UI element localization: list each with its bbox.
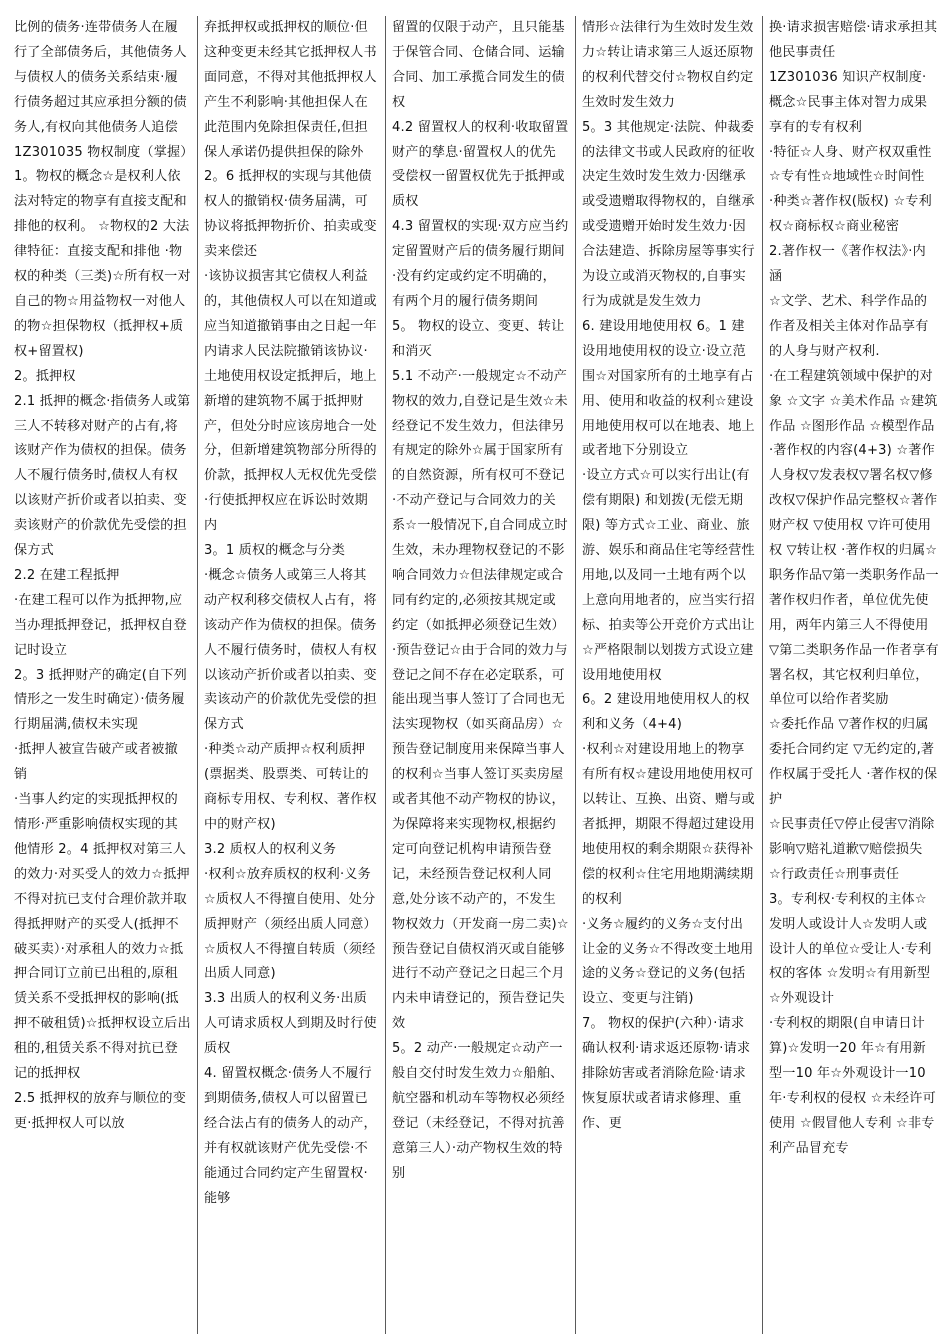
paragraph: 换·请求损害赔偿·请求承担其他民事责任 (769, 20, 938, 60)
paragraph: ·当事人约定的实现抵押权的情形·严重影响债权实现的其他情形 2。4 抵押权对第三人的效力·对买受人的效力☆抵押不得对抗已支付合理价款并取得抵押财产的买受人(抵押不破买卖）·对承租人的效力☆抵押合同订立前已出租的,原租赁关系不受抵押权的影响(抵押不破租赁)☆抵押权设立后出租的,租赁关系不得对抗已登记的抵押权 (14, 792, 191, 1082)
paragraph: ·在建工程可以作为抵押物,应当办理抵押登记，抵押权自登记时设立 (14, 592, 187, 658)
paragraph: ·在工程建筑领域中保护的对象 ☆文字 ☆美术作品 ☆建筑作品 ☆图形作品 ☆模型作品 (769, 368, 938, 434)
paragraph: ·种类☆动产质押☆权利质押(票据类、股票类、可转让的商标专用权、专利权、著作权中的财产权) (204, 742, 377, 832)
paragraph: 2.5 抵押权的放弃与顺位的变更·抵押权人可以放 (14, 1090, 187, 1131)
paragraph: 2。3 抵押财产的确定(自下列情形之一发生时确定）·债务履行期届满,债权未实现 (14, 667, 187, 733)
paragraph: 3。专利权·专利权的主体☆发明人或设计人☆发明人或设计人的单位☆受让人·专利权的客体 ☆发明☆有用新型 ☆外观设计 (769, 891, 932, 1007)
paragraph: ·抵押人被宣告破产或者被撤销 (14, 742, 178, 783)
paragraph: 7。 物权的保护(六种）·请求确认权利·请求返还原物·请求排除妨害或者消除危险·请求恢复原状或者请求修理、重作、更 (582, 1016, 751, 1131)
paragraph: ·著作权的内容(4+3) ☆著作人身权▽发表权▽署名权▽修改权▽保护作品完整权☆著作财产权 ▽使用权 ▽许可使用权 ▽转让权 ·著作权的归属☆职务作品▽第一类职务作品一著作权归作者，单位优先使用，两年内第三人不得使用 ▽第二类职务作品一作者享有署名权，其它权利归单位，单位可以给作者奖励 (769, 443, 939, 708)
paragraph: ·概念☆债务人或第三人将其动产权利移交债权人占有，将该动产作为债权的担保。债务人不履行债务时，债权人有权以该动产折价或者以拍卖、变卖该动产的价款优先受偿的担保方式 (204, 567, 377, 733)
paragraph: ☆委托作品 ▽著作权的归属委托合同约定 ▽无约定的,著作权属于受托人 ·著作权的保护 (769, 717, 938, 808)
paragraph: 1Z301036 知识产权制度·概念☆民事主体对智力成果享有的专有权利 (769, 69, 928, 135)
paragraph: ·不动产登记与合同效力的关系☆一般情况下,自合同成立时生效，未办理物权登记的不影响合同效力☆但法律规定或合同有约定的,必须按其规定或约定（如抵押必须登记生效） (392, 493, 568, 633)
paragraph: 5.1 不动产·一般规定☆不动产物权的效力,自登记是生效☆未经登记不发生效力，但法律另有规定的除外☆属于国家所有的自然资源，所有权可不登记 (392, 368, 568, 484)
paragraph: ☆行政责任☆刑事责任 (769, 866, 900, 882)
paragraph: 2.2 在建工程抵押 (14, 567, 120, 583)
paragraph: 1Z301035 物权制度（掌握） (14, 144, 194, 160)
paragraph: 5。2 动产·一般规定☆动产一般自交付时发生效力☆船舶、航空器和机动车等物权必须经登记（未经登记，不得对抗善意第三人）·动产物权生效的特别 (392, 1041, 565, 1181)
paragraph: 留置的仅限于动产，且只能基于保管合同、仓储合同、运输合同、加工承揽合同发生的债权 (392, 20, 565, 110)
paragraph: ·义务☆履约的义务☆支付出让金的义务☆不得改变土地用途的义务☆登记的义务(包括设立、变更与注销) (582, 916, 754, 1007)
paragraph: ·种类☆著作权(版权) ☆专利权☆商标权☆商业秘密 (769, 194, 932, 235)
paragraph: 4. 留置权概念·债务人不履行到期债务,债权人可以留置已经合法占有的债务人的动产，并有权就该财产优先受偿·不能通过合同约定产生留置权·能够 (204, 1066, 377, 1206)
paragraph: ·预告登记☆由于合同的效力与登记之间不存在必定联系，可能出现当事人签订了合同也无法实现物权（如买商品房）☆预告登记制度用来保障当事人的权利☆当事人签订买卖房屋或者其他不动产物权的协议，为保障将来实现物权,根据约定可向登记机构申请预告登记，未经预告登记权利人同意,处分该不动产的，不发生物权效力（开发商一房二卖)☆预告登记自债权消灭或自能够进行不动产登记之日起三个月内未申请登记的，预告登记失效 (392, 642, 569, 1032)
text-column-5 (763, 16, 945, 1334)
paragraph: 2.1 抵押的概念·指债务人或第三人不转移对财产的占有,将该财产作为债权的担保。债务人不履行债务时,债权人有权以该财产折价或者以拍卖、变卖该财产的价款优先受偿的担保方式 (14, 393, 191, 559)
paragraph: ☆文学、艺术、科学作品的作者及相关主体对作品享有的人身与财产权利. (769, 293, 929, 359)
paragraph: ·权利☆对建设用地上的物享有所有权☆建设用地使用权可以转让、互换、出资、赠与或者抵押，期限不得超过建设用地使用权的剩余期限☆获得补偿的权利☆住宅用地期满续期的权利 (582, 742, 755, 907)
paragraph: ☆民事责任▽停止侵害▽消除影响▽赔礼道歉▽赔偿损失 (769, 817, 935, 857)
paragraph: 4.2 留置权人的权利·收取留置财产的孳息·留置权人的优先受偿权一留置权优先于抵押或质权 (392, 119, 569, 210)
paragraph: 情形☆法律行为生效时发生效力☆转让请求第三人返还原物的权利代替交付☆物权自约定生效时发生效力 (582, 20, 754, 110)
paragraph: 3.2 质权人的权利义务 (204, 841, 337, 857)
paragraph: 5。3 其他规定·法院、仲裁委的法律文书或人民政府的征收决定生效时发生效力·因继承或受遗赠取得物权的，自继承或受遗赠开始时发生效力·因合法建造、拆除房屋等事实行为设立或消灭物权的,自事实行为成就是发生效力 (582, 119, 755, 309)
paragraph: 2。抵押权 (14, 368, 76, 384)
paragraph: ·特征☆人身、财产权双重性☆专有性☆地域性☆时间性 (769, 144, 932, 185)
paragraph: 6. 建设用地使用权 6。1 建设用地使用权的设立·设立范围☆对国家所有的土地享有占用、使用和收益的权利☆建设用地使用权可以在地表、地上或者地下分别设立 (582, 318, 755, 459)
paragraph: ·专利权的期限(自申请日计算)☆发明一20 年☆有用新型一10 年☆外观设计一10 年·专利权的侵权 ☆未经许可使用 ☆假冒他人专利 ☆非专利产品冒充专 (769, 1016, 936, 1156)
text-column-1 (8, 16, 198, 1334)
paragraph: ·该协议损害其它债权人利益的，其他债权人可以在知道或应当知道撤销事由之日起一年内请求人民法院撤销该协议·土地使用权设定抵押后，地上新增的建筑物不属于抵押财产，但处分时应该房地合一处分，但新增建筑物部分所得的价款，抵押权人无权优先受偿·行使抵押权应在诉讼时效期内 (204, 269, 377, 534)
paragraph: ·权利☆放弃质权的权利·义务☆质权人不得擅自使用、处分质押财产（须经出质人同意）☆质权人不得擅自转质（须经出质人同意) (204, 866, 377, 982)
paragraph: 2.著作权一《著作权法》·内涵 (769, 244, 926, 285)
paragraph: 4.3 留置权的实现·双方应当约定留置财产后的债务履行期间·没有约定或约定不明确的，有两个月的履行债务期间 (392, 219, 569, 309)
paragraph: 弃抵押权或抵押权的顺位·但这种变更未经其它抵押权人书面同意，不得对其他抵押权人产生不利影响·其他担保人在此范围内免除担保责任,但担保人承诺仍提供担保的除外 (204, 20, 377, 160)
paragraph: 6。2 建设用地使用权人的权利和义务（4+4) (582, 692, 750, 733)
paragraph: ·设立方式☆可以实行出让(有偿有期限) 和划拨(无偿无期限) 等方式☆工业、商业、旅游、娱乐和商品住宅等经营性用地,以及同一土地有两个以上意向用地者的，应当实行招标、拍卖等公开竞价方式出让☆严格限制以划拨方式设立建设用地使用权 (582, 468, 755, 683)
paragraph: 1。物权的概念☆是权利人依法对特定的物享有直接支配和排他的权利。 ☆物权的2 大法律特征：直接支配和排他 ·物权的种类（三类)☆所有权一对自己的物☆用益物权一对他人的物☆担保物权（抵押权+质权+留置权) (14, 169, 191, 359)
text-column-2 (198, 16, 386, 1334)
text-column-4 (576, 16, 763, 1334)
paragraph: 5。 物权的设立、变更、转让和消灭 (392, 318, 565, 359)
paragraph: 3。1 质权的概念与分类 (204, 543, 346, 559)
paragraph: 3.3 出质人的权利义务·出质人可请求质权人到期及时行使质权 (204, 991, 377, 1057)
paragraph: 2。6 抵押权的实现与其他债权人的撤销权·债务届满，可协议将抵押物折价、拍卖或变卖来偿还 (204, 169, 377, 260)
paragraph: 比例的债务·连带债务人在履行了全部债务后，其他债务人与债权人的债务关系结束·履行债务超过其应承担分额的债务人,有权向其他债务人追偿 (14, 20, 187, 135)
text-column-3 (386, 16, 576, 1334)
